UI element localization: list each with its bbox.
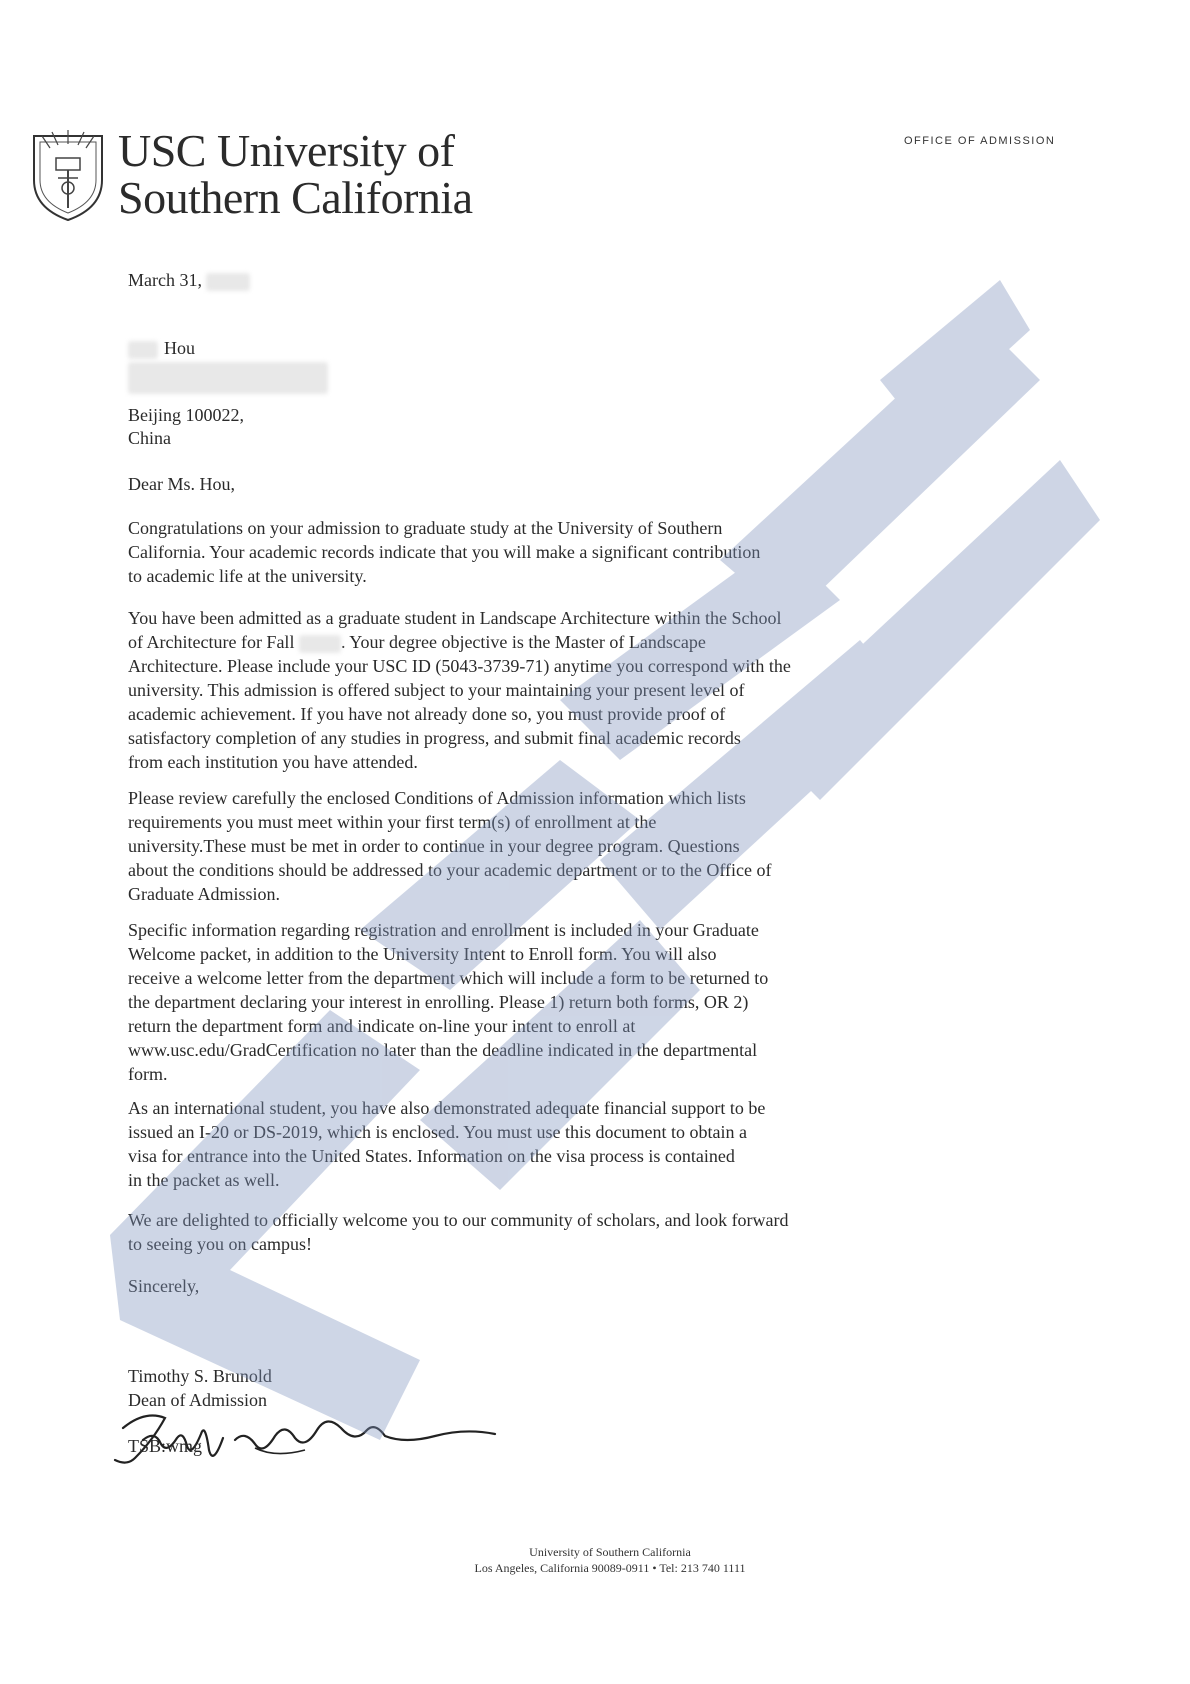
salutation: Dear Ms. Hou, <box>128 474 235 494</box>
para-line: about the conditions should be addressed to your academic department or to the Office of <box>128 860 772 880</box>
closing: Sincerely, <box>128 1276 200 1296</box>
recipient-country: China <box>128 428 171 448</box>
paragraph-registration <box>128 918 988 1086</box>
redacted-address <box>128 362 328 394</box>
paragraph-admission-details <box>128 606 988 774</box>
para-line: requirements you must meet within your first term(s) of enrollment at the <box>128 812 657 832</box>
redacted-first-name <box>128 341 158 359</box>
para-line <box>128 630 988 654</box>
para-line: in the packet as well. <box>128 1170 280 1190</box>
para-line: receive a welcome letter from the department which will include a form to be returned to <box>128 968 769 988</box>
para-line: to seeing you on campus! <box>128 1234 312 1254</box>
recipient-surname: Hou <box>164 338 195 358</box>
para-line: You have been admitted as a graduate student in Landscape Architecture within the School <box>128 608 782 628</box>
recipient-name <box>128 336 195 360</box>
para-line: Welcome packet, in addition to the University Intent to Enroll form. You will also <box>128 944 717 964</box>
para-line: Congratulations on your admission to graduate study at the University of Southern <box>128 518 723 538</box>
paragraph-conditions <box>128 786 988 906</box>
para-line: academic achievement. If you have not already done so, you must provide proof of <box>128 704 726 724</box>
recipient-street <box>128 362 328 394</box>
logo-line-2: Southern California <box>118 172 473 223</box>
logo-line-1: USC University of <box>118 125 455 176</box>
paragraph-welcome <box>128 1208 988 1256</box>
date-text: March 31, <box>128 270 202 290</box>
university-logo <box>118 125 473 223</box>
footer-line-1: University of Southern California <box>529 1545 691 1559</box>
para-line: from each institution you have attended. <box>128 752 418 772</box>
para-line: university. This admission is offered subject to your maintaining your present level of <box>128 680 745 700</box>
paragraph-congratulations <box>128 516 988 588</box>
fall-term-text: of Architecture for Fall <box>128 632 295 652</box>
para-line: California. Your academic records indicate that you will make a significant contribution <box>128 542 761 562</box>
para-line: www.usc.edu/GradCertification no later than the deadline indicated in the departmental <box>128 1040 758 1060</box>
initials: TSB:wmg <box>128 1436 203 1456</box>
paragraph-international <box>128 1096 988 1192</box>
para-line: Please review carefully the enclosed Conditions of Admission information which lists <box>128 788 746 808</box>
redacted-year <box>206 273 250 291</box>
para-line: satisfactory completion of any studies in progress, and submit final academic records <box>128 728 741 748</box>
letter-date <box>128 268 250 292</box>
para-line: Architecture. Please include your USC ID (5043-3739-71) anytime you correspond with the <box>128 656 791 676</box>
letter-footer <box>420 1544 800 1576</box>
usc-seal-icon <box>28 128 108 224</box>
footer-line-2: Los Angeles, California 90089-0911 • Tel: 213 740 1111 <box>474 1561 746 1575</box>
para-line: We are delighted to officially welcome you to our community of scholars, and look forward <box>128 1210 789 1230</box>
office-label: OFFICE OF ADMISSION <box>904 135 1056 147</box>
para-line: As an international student, you have also demonstrated adequate financial support to be <box>128 1098 766 1118</box>
para-line: to academic life at the university. <box>128 566 367 586</box>
signer-title: Dean of Admission <box>128 1390 267 1410</box>
redacted-year <box>299 635 341 653</box>
para-line: Graduate Admission. <box>128 884 280 904</box>
recipient-city: Beijing 100022, <box>128 405 244 425</box>
degree-objective-text: . Your degree objective is the Master of Landscape <box>340 632 706 652</box>
para-line: return the department form and indicate on-line your intent to enroll at <box>128 1016 636 1036</box>
para-line: issued an I-20 or DS-2019, which is enclosed. You must use this document to obtain a <box>128 1122 747 1142</box>
para-line: the department declaring your interest in enrolling. Please 1) return both forms, OR 2) <box>128 992 749 1012</box>
para-line: form. <box>128 1064 168 1084</box>
para-line: visa for entrance into the United States. Information on the visa process is contained <box>128 1146 735 1166</box>
para-line: university.These must be met in order to continue in your degree program. Questions <box>128 836 740 856</box>
para-line: Specific information regarding registration and enrollment is included in your Graduate <box>128 920 759 940</box>
signer-name: Timothy S. Brunold <box>128 1366 272 1386</box>
